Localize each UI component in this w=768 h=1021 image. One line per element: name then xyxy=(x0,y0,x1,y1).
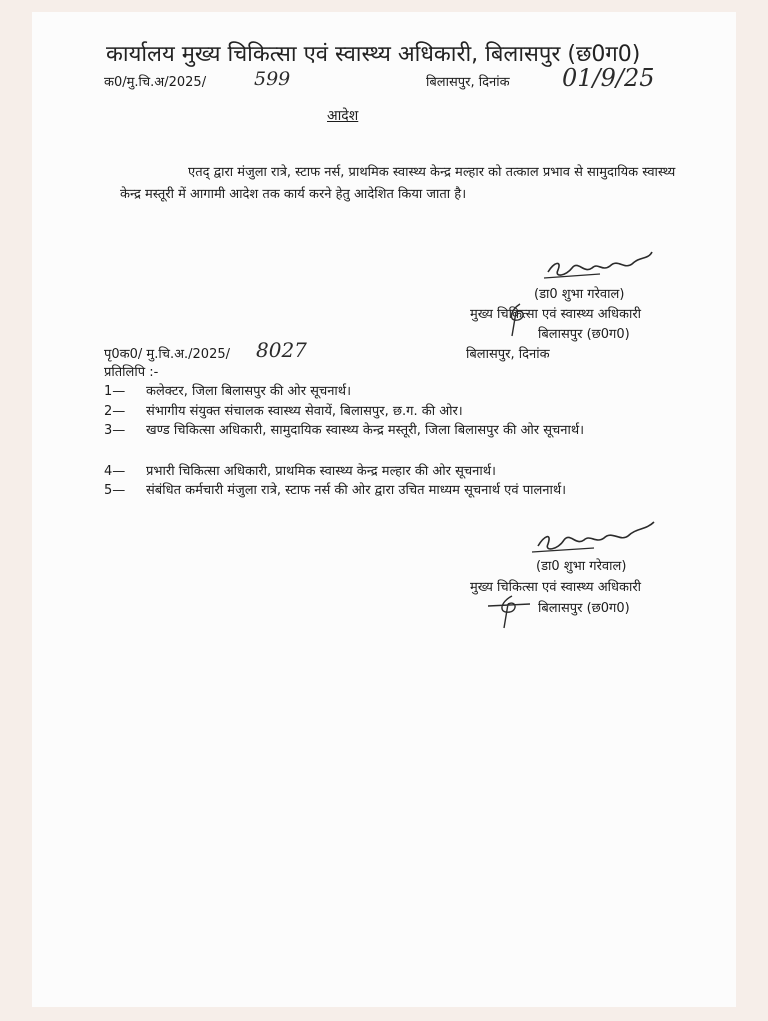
copy-item-number: 3— xyxy=(104,423,126,438)
copy-item-text: प्रभारी चिकित्सा अधिकारी, प्राथमिक स्वास्थ्य केन्द्र मल्हार की ओर सूचनार्थ। xyxy=(146,464,496,479)
order-ref-number: 599 xyxy=(254,68,291,90)
order-body xyxy=(120,162,680,206)
endorsement-ref-prefix: पृ0क0/ मु.चि.अ./2025/ xyxy=(104,347,230,362)
copy-item-text: खण्ड चिकित्सा अधिकारी, सामुदायिक स्वास्थ्य केन्द्र मस्तूरी, जिला बिलासपुर की ओर सूचनार्थ। xyxy=(146,423,585,438)
signature-scribble xyxy=(530,516,660,560)
copy-item-number: 4— xyxy=(104,464,126,479)
initial-scribble xyxy=(486,590,534,632)
signatory-designation: मुख्य चिकित्सा एवं स्वास्थ्य अधिकारी xyxy=(470,307,642,322)
signature-scribble xyxy=(540,246,660,286)
copy-item-number: 1— xyxy=(104,384,126,399)
signatory-name: (डा0 शुभा गरेवाल) xyxy=(536,559,627,574)
signatory-location: बिलासपुर (छ0ग0) xyxy=(538,601,630,616)
signatory-name: (डा0 शुभा गरेवाल) xyxy=(534,287,625,302)
copy-item-number: 2— xyxy=(104,404,126,419)
order-ref-prefix: क0/मु.चि.अ/2025/ xyxy=(104,75,207,90)
copy-item-text: संबंधित कर्मचारी मंजुला रात्रे, स्टाफ नर्स की ओर द्वारा उचित माध्यम सूचनार्थ एवं पालनार्थ। xyxy=(146,483,567,498)
order-title: आदेश xyxy=(327,108,359,124)
copy-item-text: कलेक्टर, जिला बिलासपुर की ओर सूचनार्थ। xyxy=(146,384,352,399)
order-date: 01/9/25 xyxy=(562,64,655,92)
copy-label: प्रतिलिपि :- xyxy=(104,365,159,380)
office-heading: कार्यालय मुख्य चिकित्सा एवं स्वास्थ्य अधिकारी, बिलासपुर (छ0ग0) xyxy=(106,42,641,67)
copy-item-text: संभागीय संयुक्त संचालक स्वास्थ्य सेवायें, बिलासपुर, छ.ग. की ओर। xyxy=(146,404,463,419)
endorsement-place-date: बिलासपुर, दिनांक xyxy=(466,347,550,362)
signatory-location: बिलासपुर (छ0ग0) xyxy=(538,327,630,342)
order-body-text: एतद् द्वारा मंजुला रात्रे, स्टाफ नर्स, प्राथमिक स्वास्थ्य केन्द्र मल्हार को तत्काल प्रभाव से सामुदायिक स्वास्थ्य केन्द्र मस्तूरी में आगामी आदेश तक कार्य करने हेतु आदेशित किया जाता है। xyxy=(120,165,676,202)
signatory-designation: मुख्य चिकित्सा एवं स्वास्थ्य अधिकारी xyxy=(470,580,642,595)
order-place-date: बिलासपुर, दिनांक xyxy=(426,75,510,90)
copy-item-number: 5— xyxy=(104,483,126,498)
initial-scribble xyxy=(500,300,540,340)
endorsement-ref-number: 8027 xyxy=(256,338,307,362)
